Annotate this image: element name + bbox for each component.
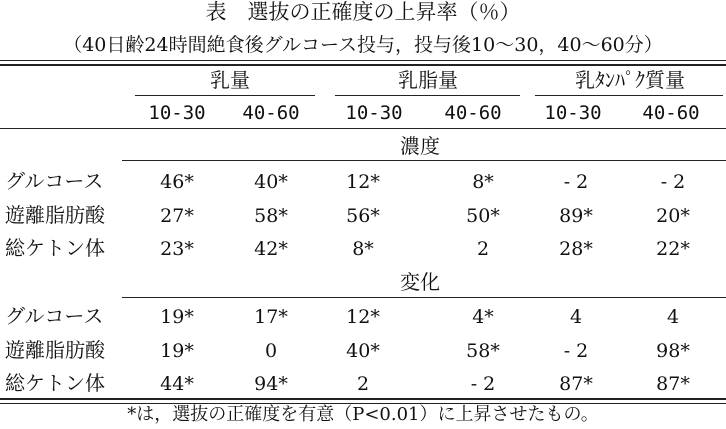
cell: 8*	[472, 171, 494, 193]
cell: 4	[569, 306, 583, 328]
period-header: 40-60	[242, 102, 300, 124]
row-label: 遊離脂肪酸	[5, 203, 105, 227]
cell: 8*	[352, 238, 374, 260]
cell: 56*	[346, 205, 380, 227]
cell: 0	[264, 340, 278, 362]
cell: - 2	[563, 340, 589, 362]
bottom-rule-upper	[0, 398, 726, 400]
cell: 19*	[160, 306, 194, 328]
cell: 20*	[656, 205, 690, 227]
cell: 19*	[160, 340, 194, 362]
group-underline-2	[335, 95, 520, 96]
period-header: 10-30	[544, 102, 602, 124]
group-underline-1	[135, 95, 315, 96]
period-header: 10-30	[148, 102, 206, 124]
row-label: グルコース	[5, 169, 104, 193]
section-title-change: 変化	[400, 270, 440, 294]
period-header: 40-60	[642, 102, 700, 124]
cell: 12*	[346, 171, 380, 193]
cell: 58*	[254, 205, 288, 227]
cell: 40*	[346, 340, 380, 362]
cell: 28*	[559, 238, 593, 260]
section-rule	[122, 297, 726, 298]
table-subtitle: （40日齢24時間絶食後グルコース投与，投与後10～30，40～60分）	[63, 34, 663, 56]
table-title: 表 選抜の正確度の上昇率（％）	[205, 0, 521, 24]
cell: 94*	[254, 373, 288, 395]
row-label: 遊離脂肪酸	[5, 338, 105, 362]
top-rule-lower	[0, 64, 726, 66]
cell: 40*	[254, 171, 288, 193]
cell: 23*	[160, 238, 194, 260]
group-underline-3	[535, 95, 723, 96]
group-header-milk-fat: 乳脂量	[398, 68, 458, 92]
top-rule-upper	[0, 60, 726, 61]
cell: 44*	[160, 373, 194, 395]
row-label: 総ケトン体	[5, 236, 105, 260]
section-title-concentration: 濃度	[400, 134, 440, 158]
row-label: 総ケトン体	[5, 371, 105, 395]
cell: 4*	[472, 306, 494, 328]
section-rule	[122, 160, 726, 161]
cell: 50*	[466, 205, 500, 227]
cell: 89*	[559, 205, 593, 227]
cell: - 2	[470, 373, 496, 395]
cell: 12*	[346, 306, 380, 328]
cell: 4	[666, 306, 680, 328]
cell: 27*	[160, 205, 194, 227]
cell: 46*	[160, 171, 194, 193]
cell: 2	[476, 238, 490, 260]
cell: 17*	[254, 306, 288, 328]
group-header-milk-protein: 乳ﾀﾝﾊﾟｸ質量	[575, 68, 685, 92]
period-header: 10-30	[345, 102, 403, 124]
row-label: グルコース	[5, 304, 104, 328]
cell: 87*	[656, 373, 690, 395]
cell: 2	[356, 373, 370, 395]
cell: 22*	[656, 238, 690, 260]
cell: - 2	[563, 171, 589, 193]
group-header-milk-yield: 乳量	[210, 68, 250, 92]
footnote: *は，選抜の正確度を有意（P<0.01）に上昇させたもの。	[127, 404, 599, 425]
header-rule	[0, 128, 726, 129]
period-header: 40-60	[444, 102, 502, 124]
cell: 87*	[559, 373, 593, 395]
cell: 98*	[656, 340, 690, 362]
cell: 58*	[466, 340, 500, 362]
cell: - 2	[660, 171, 686, 193]
cell: 42*	[254, 238, 288, 260]
